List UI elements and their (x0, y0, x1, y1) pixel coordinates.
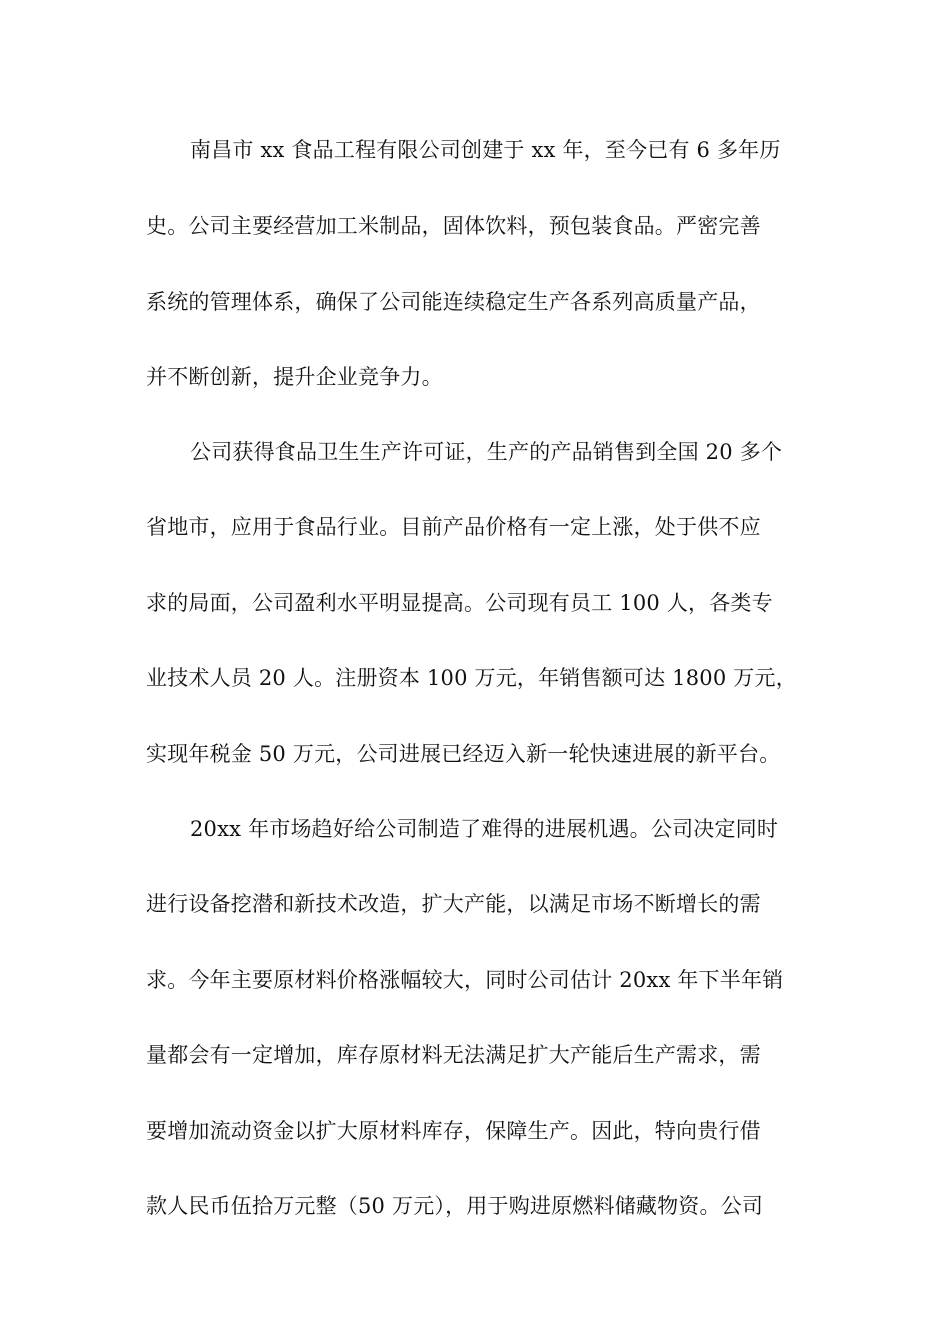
paragraph-3-line-4: 量都会有一定增加，库存原材料无法满足扩大产能后生产需求，需 (146, 1043, 761, 1067)
paragraph-2-line-4: 业技术人员 20 人。注册资本 100 万元，年销售额可达 1800 万元， (146, 666, 797, 690)
paragraph-2-line-1: 公司获得食品卫生生产许可证，生产的产品销售到全国 20 多个 (190, 440, 783, 464)
paragraph-1-line-3: 系统的管理体系，确保了公司能连续稳定生产各系列高质量产品， (146, 290, 761, 314)
paragraph-3-line-6: 款人民币伍拾万元整（50 万元），用于购进原燃料储藏物资。公司 (146, 1194, 764, 1218)
paragraph-2-line-3: 求的局面，公司盈利水平明显提高。公司现有员工 100 人，各类专 (146, 591, 773, 615)
paragraph-1-line-4: 并不断创新，提升企业竞争力。 (146, 365, 443, 389)
paragraph-3-line-2: 进行设备挖潜和新技术改造，扩大产能，以满足市场不断增长的需 (146, 892, 761, 916)
paragraph-3-line-5: 要增加流动资金以扩大原材料库存，保障生产。因此，特向贵行借 (146, 1119, 761, 1143)
paragraph-1-line-2: 史。公司主要经营加工米制品，固体饮料，预包装食品。严密完善 (146, 214, 761, 238)
paragraph-2-line-2: 省地市，应用于食品行业。目前产品价格有一定上涨，处于供不应 (146, 515, 761, 539)
paragraph-2-line-5: 实现年税金 50 万元，公司进展已经迈入新一轮快速进展的新平台。 (146, 742, 781, 766)
paragraph-3-line-3: 求。今年主要原材料价格涨幅较大，同时公司估计 20xx 年下半年销 (146, 968, 784, 992)
paragraph-1-line-1: 南昌市 xx 食品工程有限公司创建于 xx 年，至今已有 6 多年历 (190, 138, 781, 162)
paragraph-3-line-1: 20xx 年市场趋好给公司制造了难得的进展机遇。公司决定同时 (190, 817, 779, 841)
